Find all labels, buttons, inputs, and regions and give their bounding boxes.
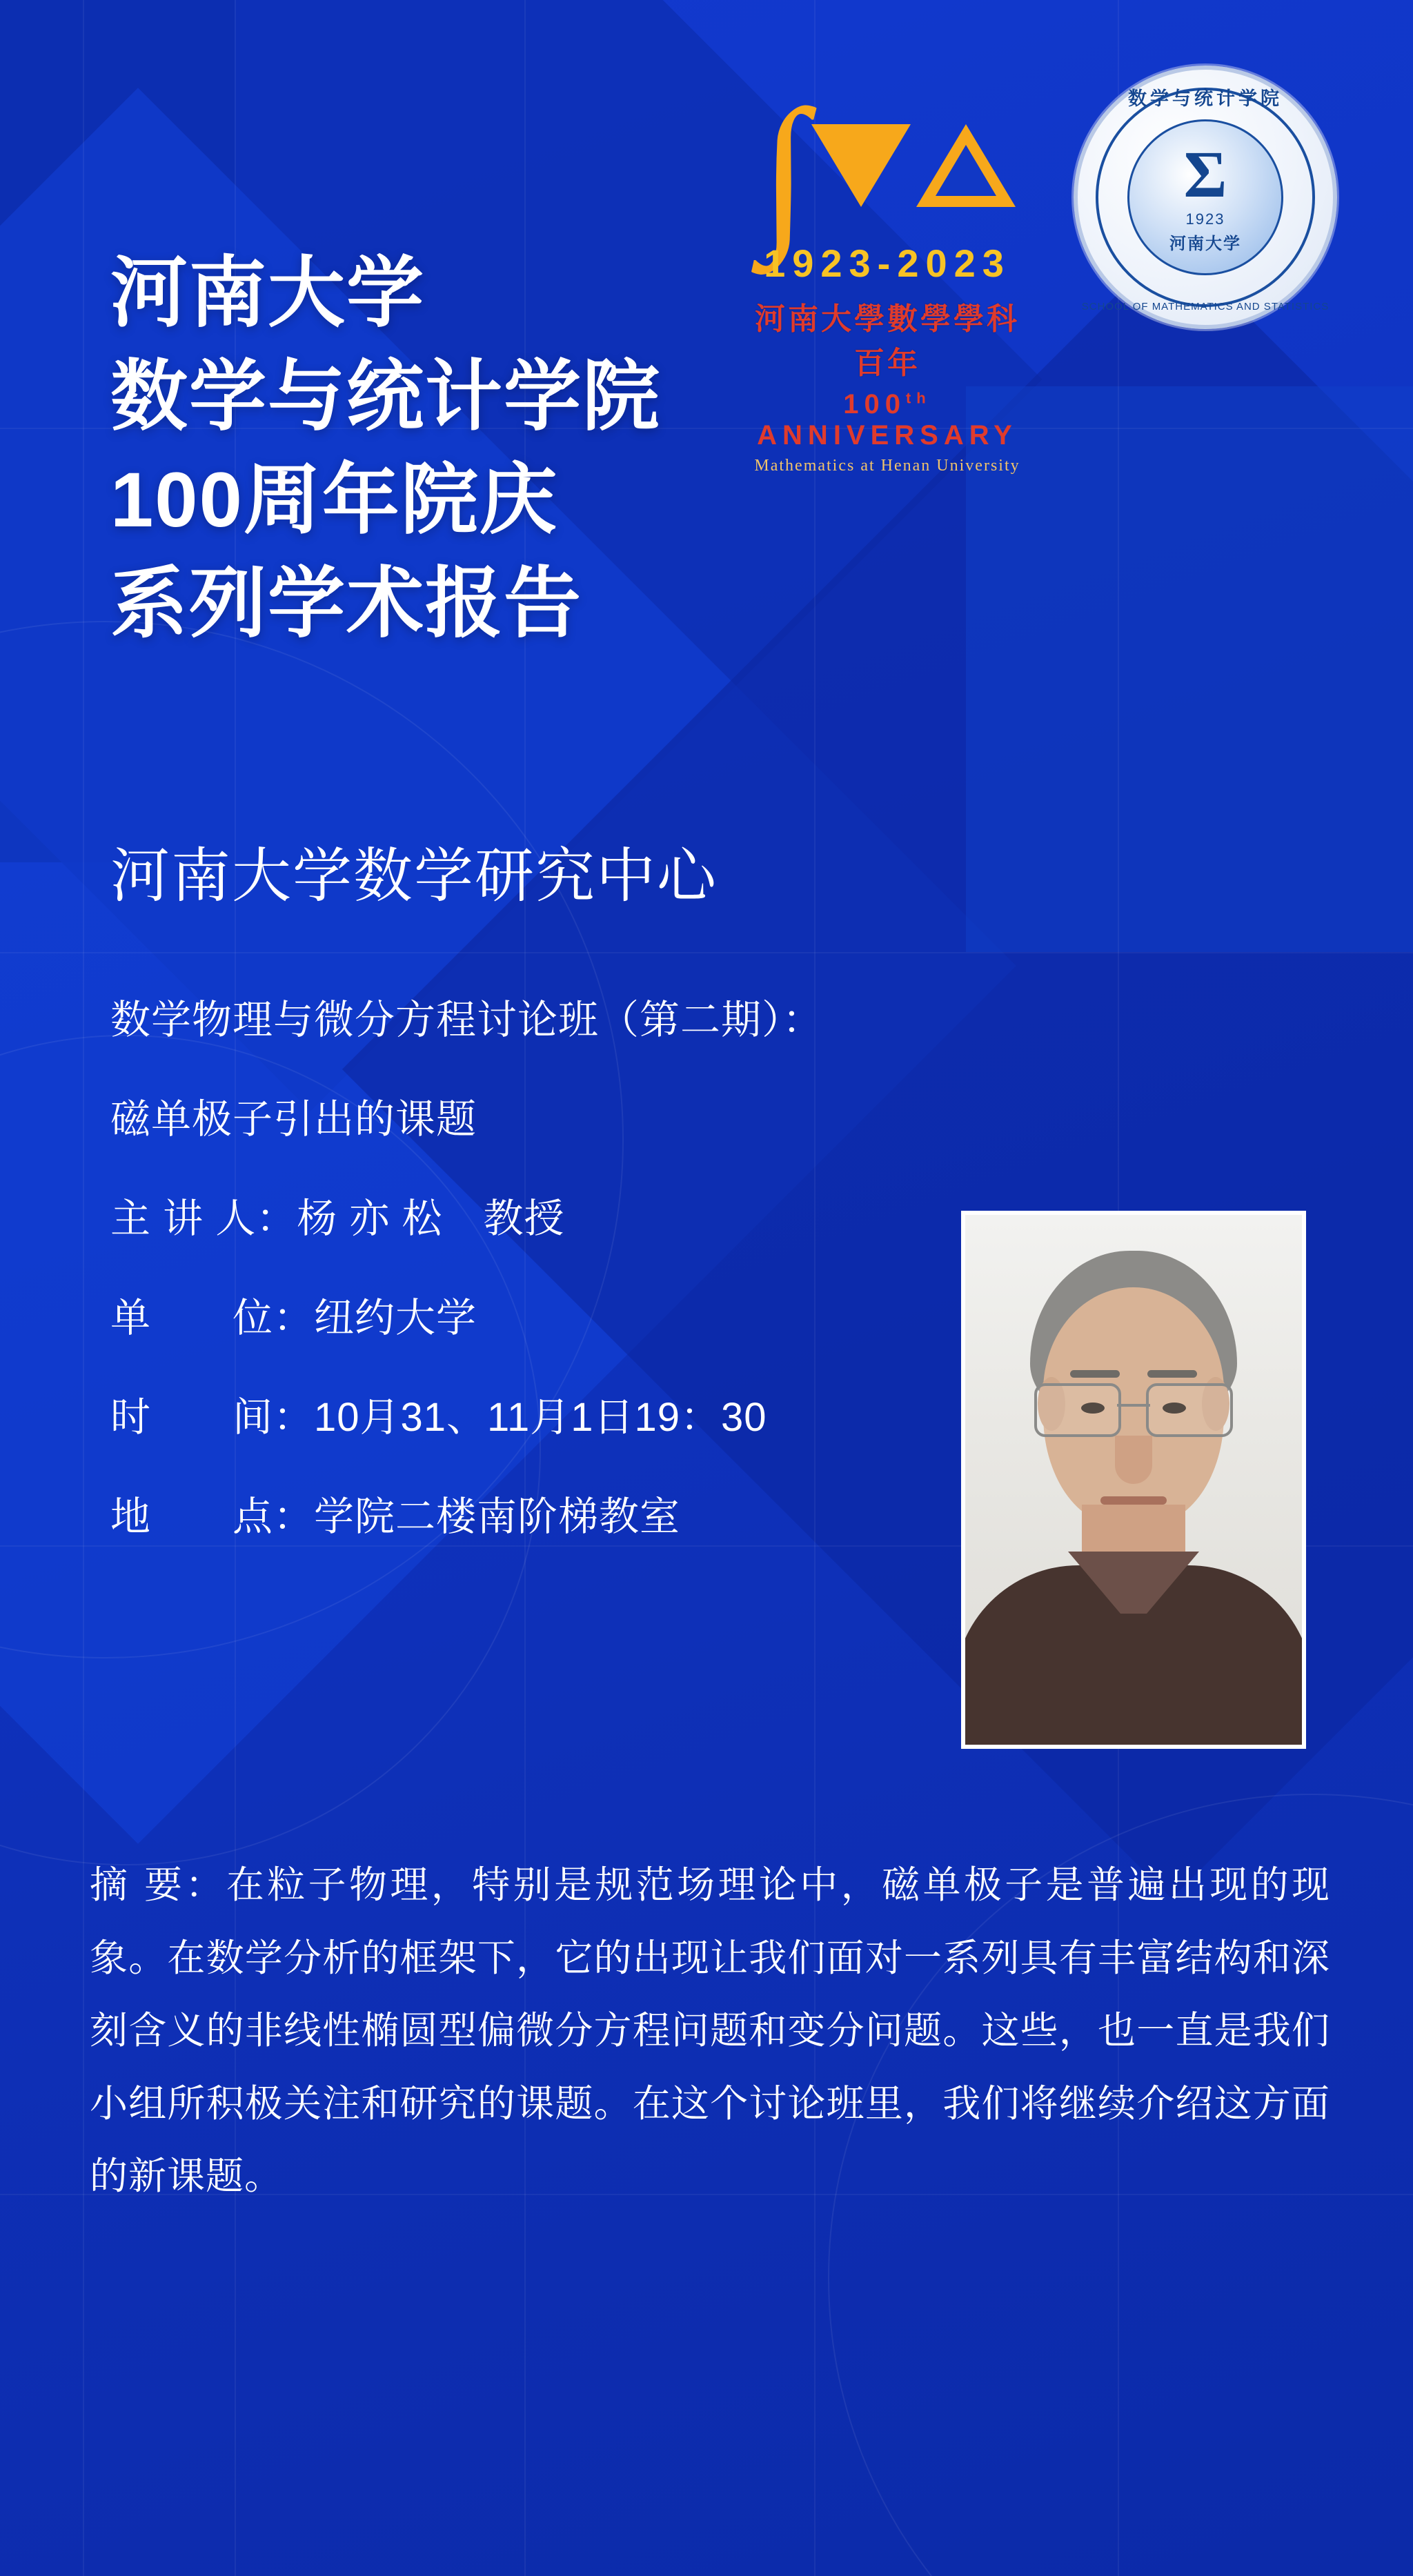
anniversary-subtitle: Mathematics at Henan University — [754, 457, 1020, 475]
seal-school-name: 数学与统计学院 — [1128, 88, 1283, 109]
seal-university-name: 河南大学 — [1169, 234, 1241, 253]
logo-group — [739, 66, 1337, 475]
speaker-photo-image — [965, 1215, 1302, 1745]
title-line-2: 数学与统计学院 — [110, 353, 661, 440]
speaker-name: 主 讲 人：杨 亦 松 教授 — [110, 1196, 565, 1241]
anniversary-100: 100 — [843, 389, 906, 419]
portrait-nose — [1115, 1436, 1152, 1484]
triangle-up-outline-icon — [916, 124, 1016, 207]
anniversary-years: 1923-2023 — [764, 241, 1011, 285]
anniversary-english-line — [739, 389, 1036, 451]
portrait-mouth — [1100, 1496, 1167, 1505]
anniversary-logo — [739, 66, 1036, 475]
portrait-eyebrow-right — [1147, 1370, 1197, 1378]
page-title — [110, 241, 661, 655]
anniversary-th: th — [905, 389, 931, 407]
triangle-down-icon — [811, 124, 911, 207]
seal-inner-disc — [1127, 119, 1283, 275]
portrait-glasses — [1030, 1383, 1237, 1437]
organizer-subtitle: 河南大学数学研究中心 — [110, 843, 718, 909]
anniversary-chinese-line: 河南大學數學學科百年 — [755, 302, 1020, 380]
school-seal-logo — [1074, 66, 1337, 329]
portrait-lens-right — [1146, 1383, 1233, 1437]
seminar-series: 数学物理与微分方程讨论班（第二期）： — [110, 998, 824, 1042]
integral-sign-icon: ∫ — [758, 75, 807, 266]
portrait-eyebrow-left — [1070, 1370, 1120, 1378]
title-line-3: 100周年院庆 — [110, 457, 558, 544]
anniversary-word: ANNIVERSARY — [757, 420, 1018, 450]
title-line-1: 河南大学 — [110, 250, 425, 336]
abstract-section — [90, 1849, 1330, 2213]
abstract-text: 摘 要：在粒子物理，特别是规范场理论中，磁单极子是普遍出现的现象。在数学分析的框架下，它的出现让我们面对一系列具有丰富结构和深刻含义的非线性椭圆型偏微分方程问题和变分问题。这些，也一直是我们小组所积极关注和研究的课题。在这个讨论班里，我们将继续介绍这方面的新课题。 — [90, 1863, 1330, 2198]
talk-venue: 地 点：学院二楼南阶梯教室 — [110, 1494, 681, 1539]
talk-topic: 磁单极子引出的课题 — [110, 1097, 477, 1142]
talk-time: 时 间：10月31、11月1日19：30 — [110, 1395, 767, 1440]
sigma-icon: Σ — [1183, 137, 1227, 211]
seal-school-name-english: SCHOOL OF MATHEMATICS AND STATISTICS — [1081, 301, 1330, 313]
speaker-affiliation: 单 位：纽约大学 — [110, 1296, 477, 1340]
seal-year: 1923 — [1185, 210, 1225, 228]
portrait-glasses-bridge — [1117, 1404, 1150, 1407]
speaker-portrait — [961, 1211, 1306, 1749]
title-line-4: 系列学术报告 — [110, 560, 582, 647]
portrait-lens-left — [1034, 1383, 1121, 1437]
event-info — [110, 1000, 823, 1596]
